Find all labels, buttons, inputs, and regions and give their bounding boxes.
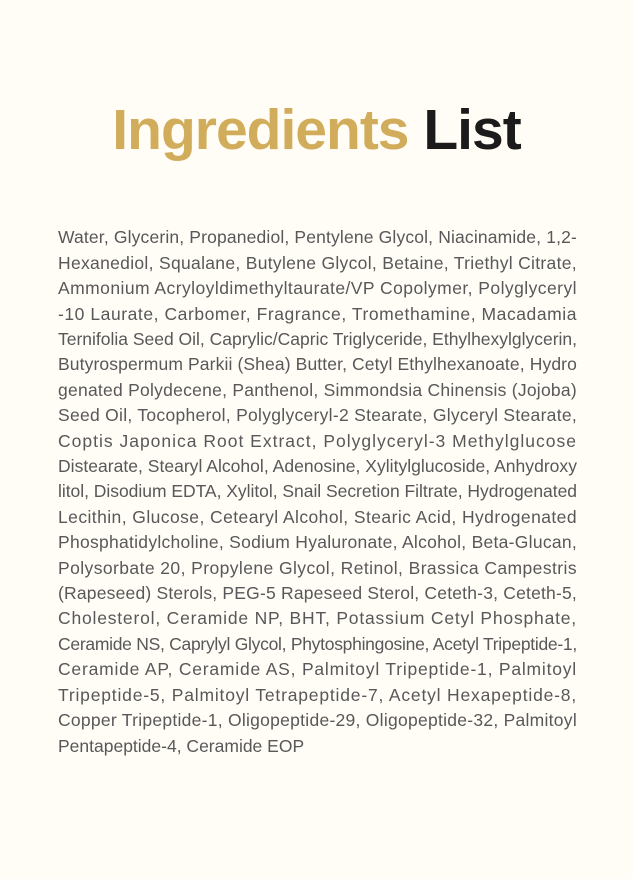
ingredient-line: Ammonium Acryloyldimethyltaurate/VP Copolymer, Polyglyceryl xyxy=(58,278,577,299)
ingredient-line: Butyrospermum Parkii (Shea) Butter, Cetyl Ethylhexanoate, Hydro xyxy=(58,354,577,375)
ingredient-line: -10 Laurate, Carbomer, Fragrance, Tromethamine, Macadamia xyxy=(58,303,578,324)
ingredient-line: Tripeptide-5, Palmitoyl Tetrapeptide-7, Acetyl Hexapeptide-8, xyxy=(58,684,577,705)
ingredient-line: Distearate, Stearyl Alcohol, Adenosine, Xylitylglucoside, Anhydroxy xyxy=(58,456,577,477)
ingredient-line: Coptis Japonica Root Extract, Polyglyceryl-3 Methylglucose xyxy=(58,430,577,451)
ingredient-line: genated Polydecene, Panthenol, Simmondsia Chinensis (Jojoba) xyxy=(58,379,577,400)
ingredient-line: litol, Disodium EDTA, Xylitol, Snail Secretion Filtrate, Hydrogenated xyxy=(58,481,578,502)
ingredient-line: Pentapeptide-4, Ceramide EOP xyxy=(58,735,305,756)
ingredient-line: Ternifolia Seed Oil, Caprylic/Capric Triglyceride, Ethylhexylglycerin, xyxy=(58,329,578,350)
ingredients-paragraph xyxy=(58,225,577,759)
ingredient-line: Polysorbate 20, Propylene Glycol, Retinol, Brassica Campestris xyxy=(58,557,577,578)
title-rest: List xyxy=(423,98,521,162)
ingredient-line: Cholesterol, Ceramide NP, BHT, Potassium Cetyl Phosphate, xyxy=(58,608,577,629)
ingredient-line: Lecithin, Glucose, Cetearyl Alcohol, Stearic Acid, Hydrogenated xyxy=(58,506,577,527)
ingredient-line: (Rapeseed) Sterols, PEG-5 Rapeseed Sterol, Ceteth-3, Ceteth-5, xyxy=(58,583,577,604)
ingredient-line: Phosphatidylcholine, Sodium Hyaluronate, Alcohol, Beta-Glucan, xyxy=(58,532,578,553)
ingredient-line: Ceramide AP, Ceramide AS, Palmitoyl Tripeptide-1, Palmitoyl xyxy=(58,659,577,680)
page-title xyxy=(0,0,633,164)
title-highlight: Ingredients xyxy=(112,98,409,162)
ingredient-line: Water, Glycerin, Propanediol, Pentylene Glycol, Niacinamide, 1,2- xyxy=(58,227,577,248)
ingredient-line: Seed Oil, Tocopherol, Polyglyceryl-2 Stearate, Glyceryl Stearate, xyxy=(58,405,577,426)
ingredient-line: Hexanediol, Squalane, Butylene Glycol, Betaine, Triethyl Citrate, xyxy=(58,252,577,273)
ingredient-line: Ceramide NS, Caprylyl Glycol, Phytosphingosine, Acetyl Tripeptide-1, xyxy=(58,633,577,654)
ingredient-line: Copper Tripeptide-1, Oligopeptide-29, Oligopeptide-32, Palmitoyl xyxy=(58,710,577,731)
